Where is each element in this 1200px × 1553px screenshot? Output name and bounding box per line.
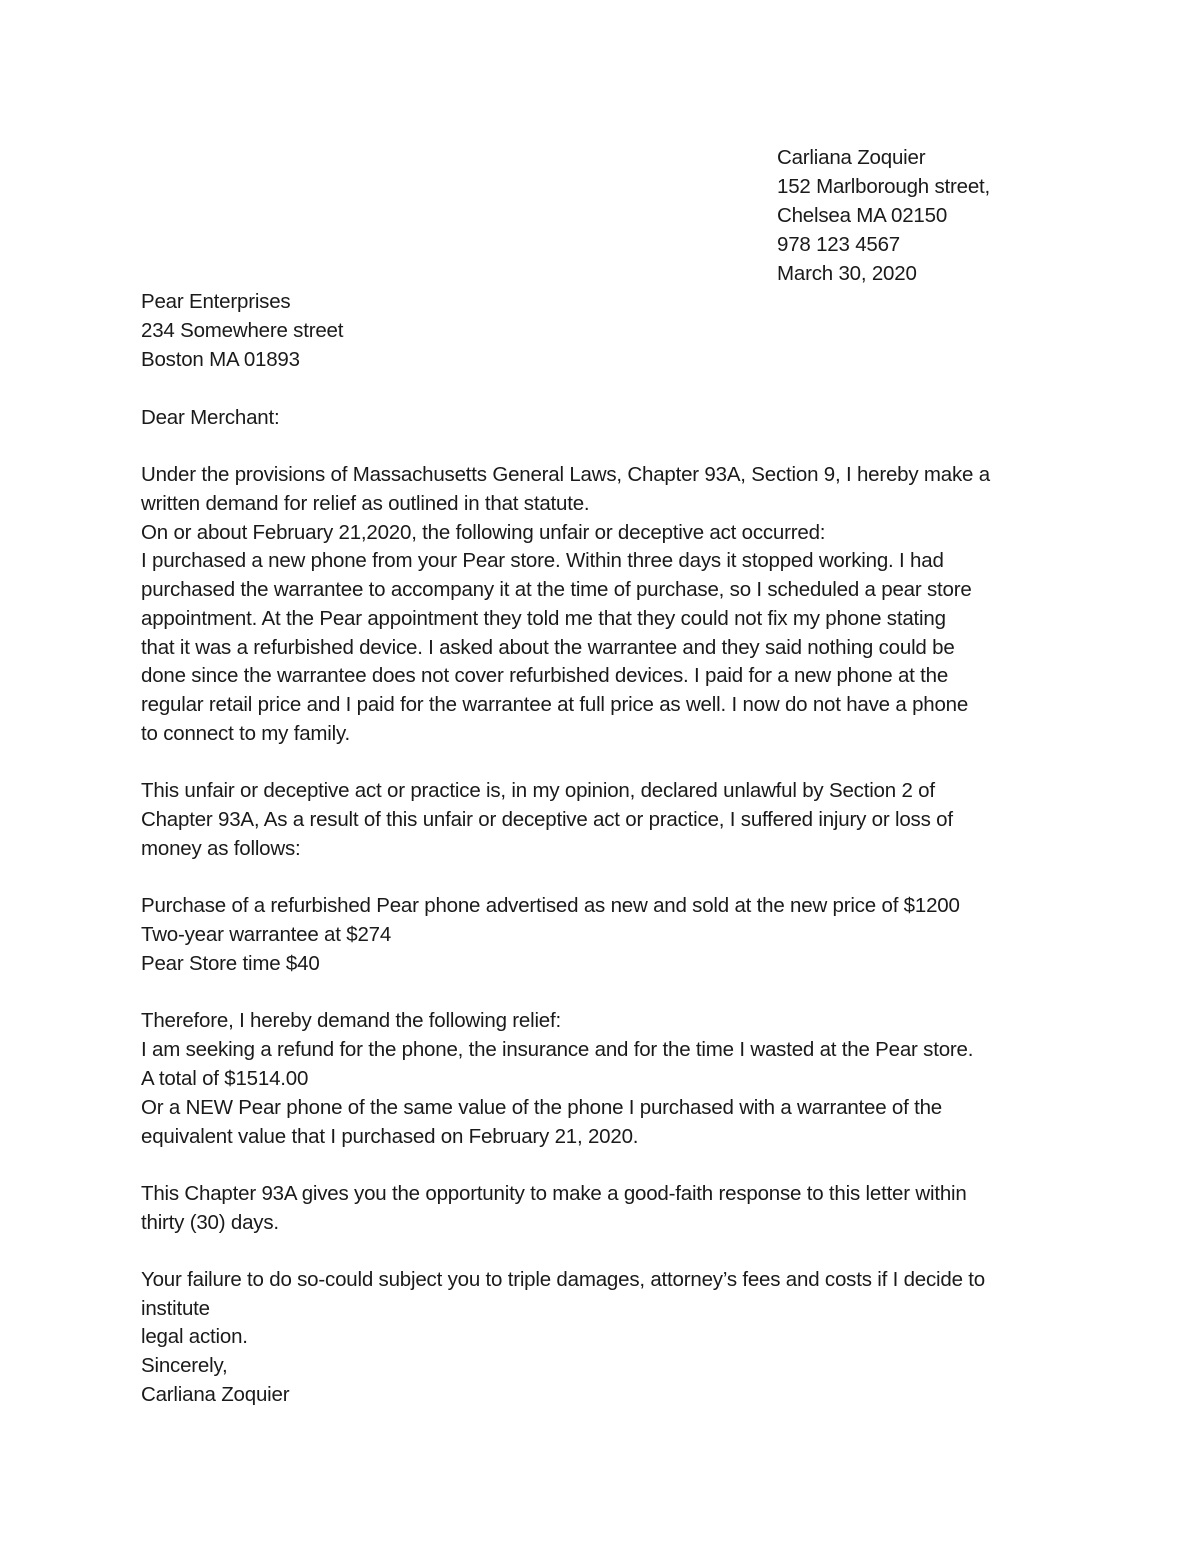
recipient-street: 234 Somewhere street: [141, 319, 344, 342]
paragraph1-line: appointment. At the Pear appointment they told me that they could not fix my phone stating: [141, 607, 946, 630]
sign-off: Sincerely,: [141, 1354, 228, 1377]
paragraph1-line: regular retail price and I paid for the warrantee at full price as well. I now do not have a phone: [141, 693, 969, 716]
relief-line: Or a NEW Pear phone of the same value of the phone I purchased with a warrantee of the: [141, 1096, 942, 1119]
paragraph1-line: Under the provisions of Massachusetts General Laws, Chapter 93A, Section 9, I hereby make a: [141, 463, 990, 486]
relief-line: I am seeking a refund for the phone, the insurance and for the time I wasted at the Pear store.: [141, 1038, 974, 1061]
opportunity-line: thirty (30) days.: [141, 1211, 279, 1234]
closing-line: legal action.: [141, 1325, 248, 1348]
recipient-city: Boston MA 01893: [141, 348, 300, 371]
paragraph1-line: written demand for relief as outlined in that statute.: [141, 492, 590, 515]
paragraph1-line: I purchased a new phone from your Pear store. Within three days it stopped working. I had: [141, 549, 944, 572]
sender-name: Carliana Zoquier: [777, 146, 926, 169]
relief-line: A total of $1514.00: [141, 1067, 309, 1090]
paragraph1-line: purchased the warrantee to accompany it at the time of purchase, so I scheduled a pear store: [141, 578, 972, 601]
sender-phone: 978 123 4567: [777, 233, 901, 256]
closing-line: Your failure to do so-could subject you to triple damages, attorney’s fees and costs if I decide to: [141, 1268, 985, 1291]
paragraph1-line: to connect to my family.: [141, 722, 351, 745]
recipient-name: Pear Enterprises: [141, 290, 291, 313]
paragraph2-line: This unfair or deceptive act or practice is, in my opinion, declared unlawful by Section 2 of: [141, 779, 935, 802]
letter-date: March 30, 2020: [777, 262, 917, 285]
salutation: Dear Merchant:: [141, 406, 280, 429]
opportunity-line: This Chapter 93A gives you the opportunity to make a good-faith response to this letter within: [141, 1182, 967, 1205]
loss-item: Two-year warrantee at $274: [141, 923, 392, 946]
paragraph1-line: done since the warrantee does not cover refurbished devices. I paid for a new phone at the: [141, 664, 949, 687]
signature-name: Carliana Zoquier: [141, 1383, 290, 1406]
sender-street: 152 Marlborough street,: [777, 175, 991, 198]
closing-line: institute: [141, 1297, 210, 1320]
paragraph1-line: On or about February 21,2020, the following unfair or deceptive act occurred:: [141, 521, 826, 544]
paragraph2-line: money as follows:: [141, 837, 301, 860]
loss-item: Purchase of a refurbished Pear phone advertised as new and sold at the new price of $1200: [141, 894, 960, 917]
sender-city: Chelsea MA 02150: [777, 204, 948, 227]
paragraph2-line: Chapter 93A, As a result of this unfair or deceptive act or practice, I suffered injury or loss of: [141, 808, 953, 831]
paragraph1-line: that it was a refurbished device. I asked about the warrantee and they said nothing could be: [141, 636, 955, 659]
relief-line: equivalent value that I purchased on February 21, 2020.: [141, 1125, 639, 1148]
loss-item: Pear Store time $40: [141, 952, 320, 975]
relief-line: Therefore, I hereby demand the following relief:: [141, 1009, 561, 1032]
